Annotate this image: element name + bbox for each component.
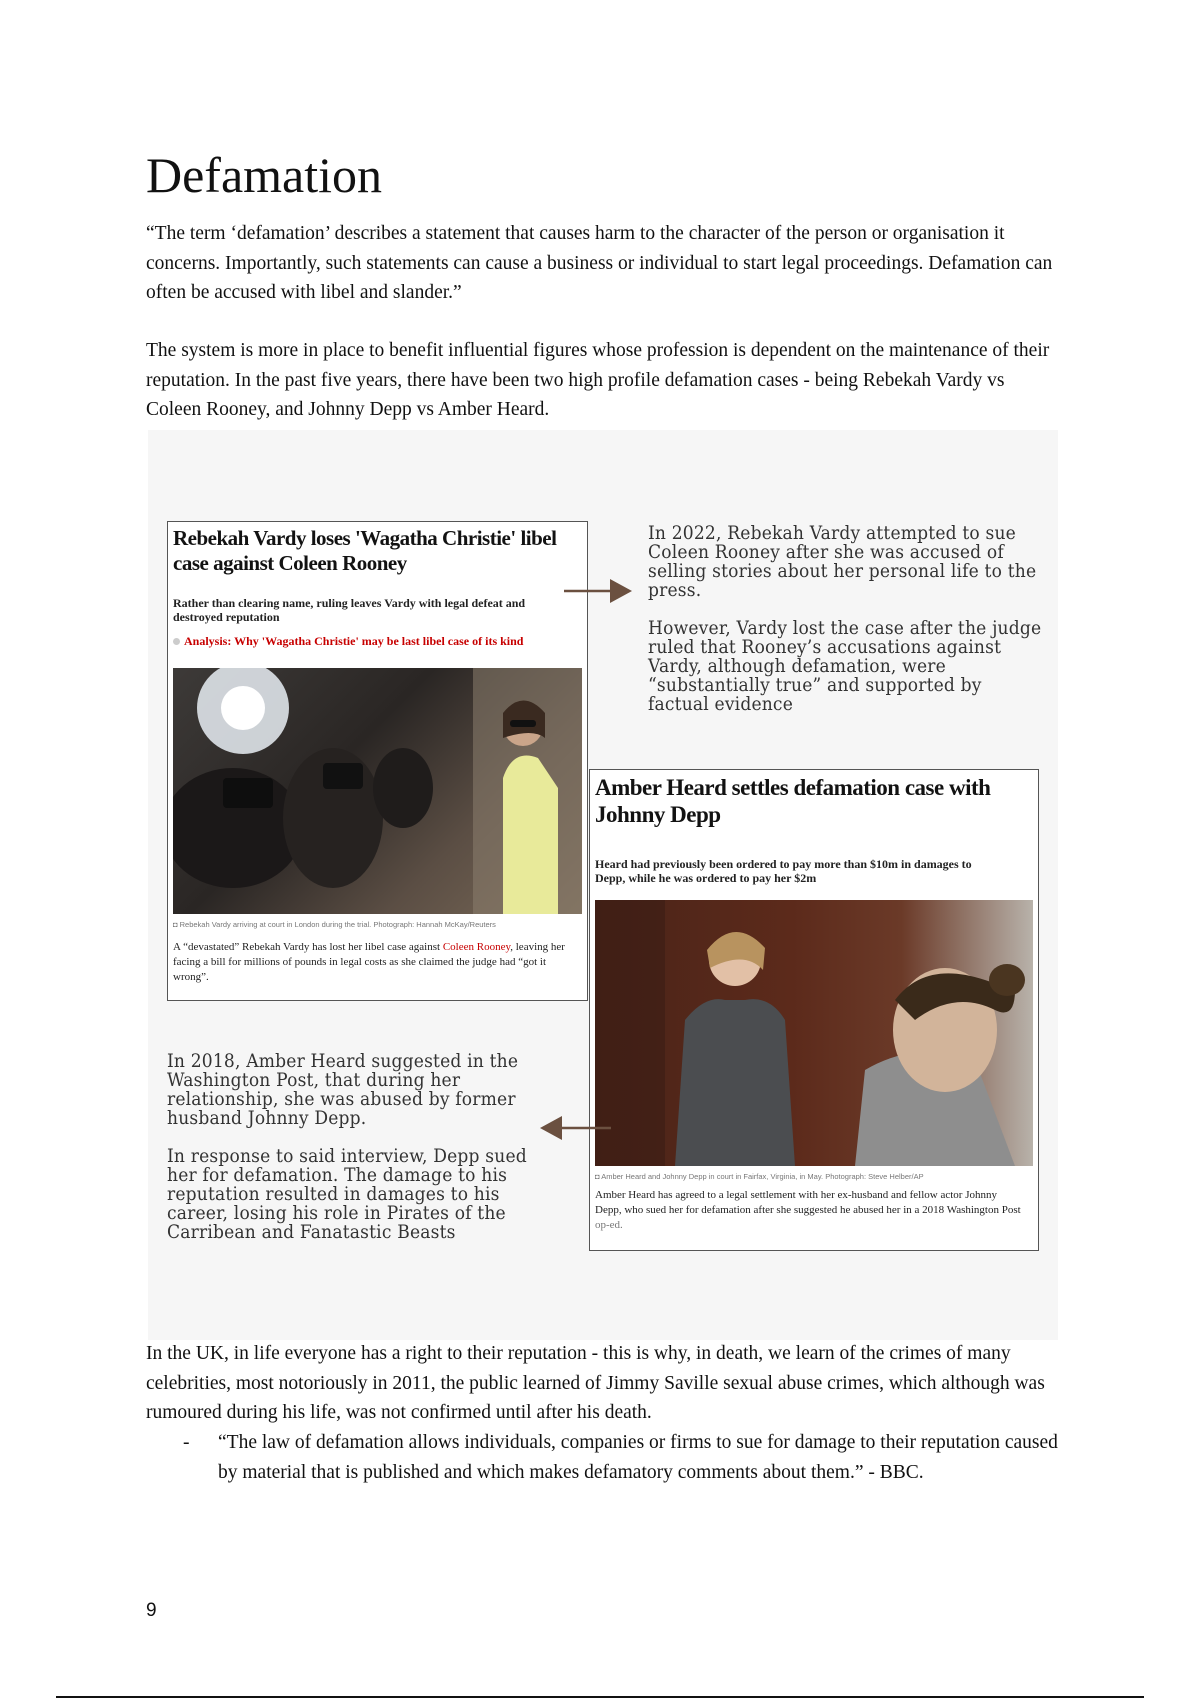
definition-paragraph: “The term ‘defamation’ describes a statement that causes harm to the character of the person or organisation it concerns. Importantly, such statements can cause a business or individual to start legal proceedings. Defamation can often be accused with libel and slander.” <box>146 223 1053 303</box>
left-arrow-icon <box>538 1115 613 1141</box>
bbc-quote-text: “The law of defamation allows individuals, companies or firms to sue for damage to their reputation caused by material that is published and which makes defamatory comments about them.” - BBC. <box>218 1432 1058 1483</box>
heard-standfirst: Heard had previously been ordered to pay more than $10m in damages to Depp, while he was ordered to pay her $2m <box>595 857 972 885</box>
heard-body-text: Amber Heard has agreed to a legal settlement with her ex-husband and fellow actor Johnny Depp, who sued her for defamation after she suggested he abused her in a 2018 Washington Post op-ed. <box>595 1189 1021 1231</box>
footer-divider <box>56 1696 1144 1698</box>
heard-photo-caption: ◘ Amber Heard and Johnny Depp in court in Fairfax, Virginia, in May. Photograph: Steve Helber/AP <box>595 1172 924 1181</box>
heard-note-paragraph-1: In 2018, Amber Heard suggested in the Washington Post, that during her relationship, she was abused by former husband Johnny Depp. <box>167 1050 519 1129</box>
vardy-analysis-text: Analysis: Why 'Wagatha Christie' may be last libel case of its kind <box>184 634 524 648</box>
vardy-headline: Rebekah Vardy loses 'Wagatha Christie' libel case against Coleen Rooney <box>173 526 557 575</box>
heard-summary-note <box>167 1052 536 1242</box>
heard-note-paragraph-2: In response to said interview, Depp sued her for defamation. The damage to his reputation resulted in damages to his career, losing his role in Pirates of the Carribean and Fanatastic Beasts <box>167 1145 527 1243</box>
vardy-body-text: A “devastated” Rebekah Vardy has lost her libel case against Coleen Rooney, leaving her facing a bill for millions of pounds in legal costs as she claimed the judge had “got it wrong”. <box>173 941 565 983</box>
uk-reputation-paragraph: In the UK, in life everyone has a right to their reputation - this is why, in death, we learn of the crimes of many celebrities, most notoriously in 2011, the public learned of Jimmy Saville sexual abuse crimes, which although was rumoured during his life, was not confirmed until after his death. <box>146 1343 1045 1423</box>
page-title: Defamation <box>146 147 383 203</box>
vardy-note-paragraph-2: However, Vardy lost the case after the judge ruled that Rooney’s accusations against Vardy, although defamation, were “substantially true” and supported by factual evidence <box>648 617 1042 715</box>
vardy-photo-illustration <box>173 668 582 914</box>
page-number: 9 <box>146 1600 157 1621</box>
camera-icon: ◘ <box>173 920 180 929</box>
coleen-rooney-link[interactable]: Coleen Rooney <box>442 941 511 953</box>
heard-article-card <box>589 769 1039 1251</box>
vardy-summary-note <box>648 524 1044 714</box>
vardy-court-photo <box>173 668 582 914</box>
op-ed-link[interactable]: op-ed. <box>595 1219 623 1231</box>
heard-photo-illustration <box>595 900 1033 1166</box>
camera-icon: ◘ <box>595 1172 602 1181</box>
vardy-note-paragraph-1: In 2022, Rebekah Vardy attempted to sue Coleen Rooney after she was accused of selling stories about her personal life to the press. <box>648 522 1037 601</box>
right-arrow-icon <box>562 578 634 604</box>
news-collage <box>148 430 1058 1340</box>
heard-headline: Amber Heard settles defamation case with Johnny Depp <box>595 775 991 827</box>
context-paragraph: The system is more in place to benefit influential figures whose profession is dependent on the maintenance of their reputation. In the past five years, there have been two high profile defamation cases - being Rebekah Vardy vs Coleen Rooney, and Johnny Depp vs Amber Heard. <box>146 340 1050 420</box>
vardy-article-card <box>167 521 588 1001</box>
vardy-photo-caption: ◘ Rebekah Vardy arriving at court in London during the trial. Photograph: Hannah McKay/Reuters <box>173 920 496 929</box>
bullet-dash: - <box>183 1432 190 1453</box>
vardy-analysis-link[interactable] <box>173 632 533 650</box>
heard-court-photo <box>595 900 1033 1166</box>
vardy-standfirst: Rather than clearing name, ruling leaves Vardy with legal defeat and destroyed reputation <box>173 596 526 624</box>
bullet-dot-icon <box>173 638 180 645</box>
